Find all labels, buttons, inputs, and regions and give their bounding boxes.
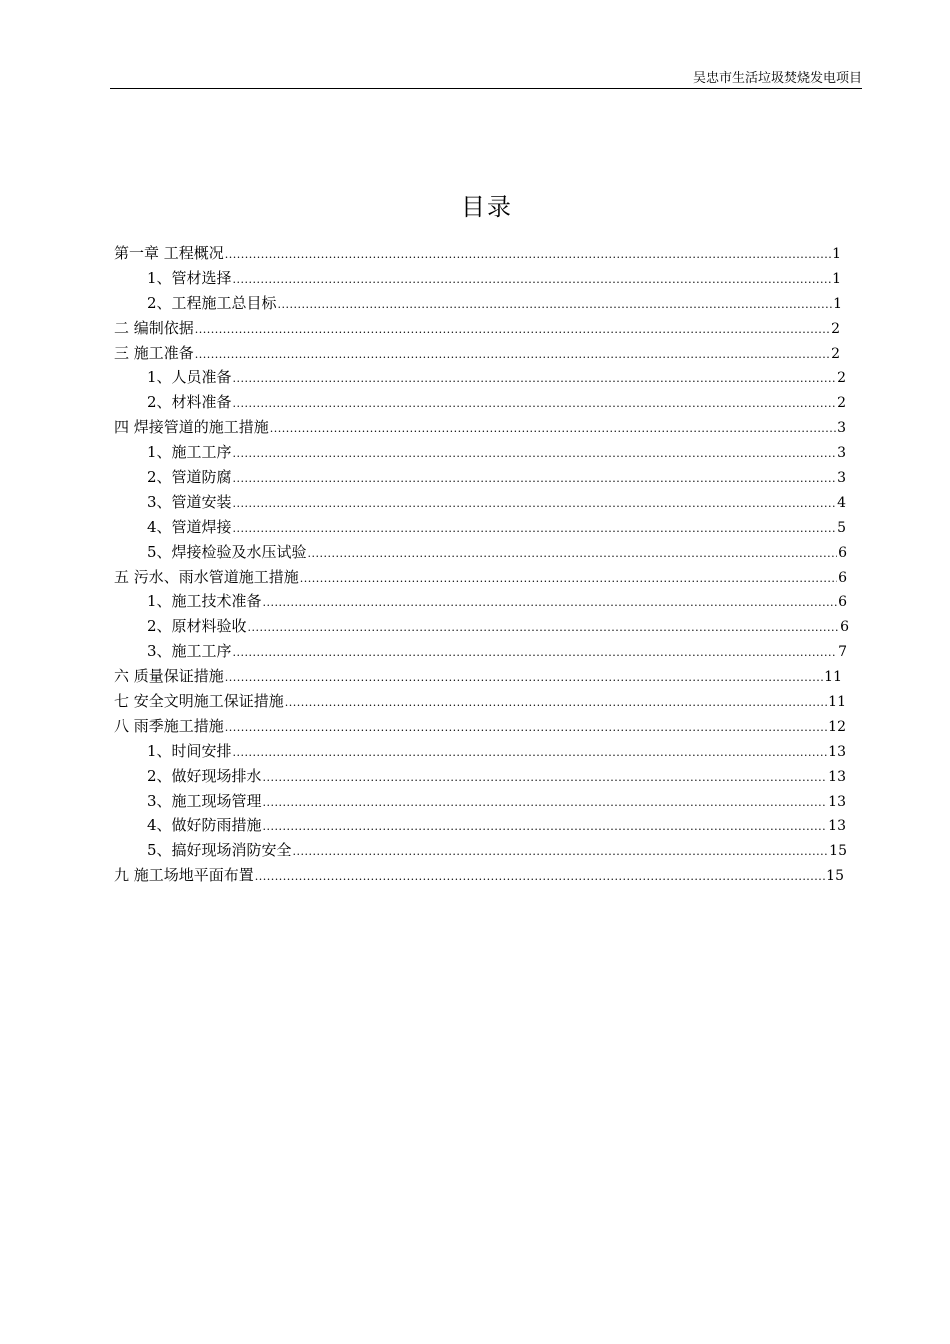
toc-entry-page-number: 13 bbox=[828, 768, 846, 785]
toc-dot-leader bbox=[225, 243, 831, 267]
toc-entry-page-number: 1 bbox=[833, 295, 842, 312]
toc-entry[interactable] bbox=[114, 465, 846, 490]
toc-entry-label: 2、材料准备 bbox=[147, 393, 232, 412]
toc-entry-label: 2、工程施工总目标 bbox=[147, 293, 277, 312]
toc-entry-page-number: 11 bbox=[824, 669, 842, 686]
toc-entry[interactable] bbox=[114, 316, 840, 341]
toc-entry-label: 二 编制依据 bbox=[114, 318, 194, 337]
page-header bbox=[110, 70, 862, 89]
toc-dot-leader bbox=[233, 367, 837, 391]
toc-entry-page-number: 2 bbox=[831, 345, 840, 362]
toc-entry-label: 5、焊接检验及水压试验 bbox=[147, 542, 307, 561]
toc-entry-label: 4、做好防雨措施 bbox=[147, 816, 262, 835]
toc-entry-page-number: 2 bbox=[831, 320, 840, 337]
toc-entry-page-number: 7 bbox=[838, 644, 847, 661]
toc-entry[interactable] bbox=[114, 241, 841, 266]
toc-entry-label: 2、原材料验收 bbox=[147, 617, 247, 636]
toc-entry-page-number: 15 bbox=[826, 868, 844, 885]
toc-dot-leader bbox=[278, 293, 833, 317]
toc-entry-label: 5、搞好现场消防安全 bbox=[147, 841, 292, 860]
toc-entry[interactable] bbox=[114, 863, 844, 888]
toc-entry-label: 三 施工准备 bbox=[114, 343, 194, 362]
toc-entry[interactable] bbox=[114, 838, 847, 863]
toc-entry-page-number: 3 bbox=[837, 470, 846, 487]
toc-dot-leader bbox=[263, 791, 828, 815]
toc-entry-page-number: 1 bbox=[832, 270, 841, 287]
toc-dot-leader bbox=[225, 666, 823, 690]
toc-entry-label: 2、做好现场排水 bbox=[147, 766, 262, 785]
toc-entry-page-number: 3 bbox=[837, 420, 846, 437]
toc-entry[interactable] bbox=[114, 664, 842, 689]
toc-dot-leader bbox=[263, 815, 828, 839]
toc-dot-leader bbox=[270, 417, 836, 441]
toc-entry-label: 七 安全文明施工保证措施 bbox=[114, 692, 284, 711]
toc-entry-page-number: 6 bbox=[840, 619, 849, 636]
toc-entry[interactable] bbox=[114, 540, 847, 565]
toc-entry-page-number: 13 bbox=[828, 793, 846, 810]
toc-entry[interactable] bbox=[114, 764, 846, 789]
toc-entry[interactable] bbox=[114, 739, 846, 764]
toc-entry-page-number: 13 bbox=[828, 743, 846, 760]
toc-entry-page-number: 3 bbox=[837, 445, 846, 462]
toc-entry[interactable] bbox=[114, 614, 849, 639]
toc-dot-leader bbox=[248, 616, 840, 640]
toc-entry[interactable] bbox=[114, 789, 846, 814]
toc-entry-page-number: 6 bbox=[838, 569, 847, 586]
toc-dot-leader bbox=[285, 691, 827, 715]
toc-entry-page-number: 6 bbox=[838, 594, 847, 611]
toc-entry-label: 1、时间安排 bbox=[147, 741, 232, 760]
page-title: 目录 bbox=[461, 193, 513, 221]
toc-entry[interactable] bbox=[114, 291, 842, 316]
toc-entry-label: 3、施工现场管理 bbox=[147, 791, 262, 810]
toc-entry-label: 八 雨季施工措施 bbox=[114, 716, 224, 735]
toc-entry[interactable] bbox=[114, 490, 846, 515]
toc-entry-page-number: 11 bbox=[828, 694, 846, 711]
toc-entry[interactable] bbox=[114, 639, 847, 664]
toc-dot-leader bbox=[255, 865, 825, 889]
toc-entry-page-number: 2 bbox=[837, 395, 846, 412]
toc-dot-leader bbox=[233, 741, 828, 765]
toc-entry[interactable] bbox=[114, 415, 846, 440]
toc-entry[interactable] bbox=[114, 341, 840, 366]
toc-entry[interactable] bbox=[114, 689, 846, 714]
toc-entry-page-number: 6 bbox=[838, 544, 847, 561]
toc-entry[interactable] bbox=[114, 390, 846, 415]
toc-entry-label: 第一章 工程概况 bbox=[114, 244, 224, 262]
toc-dot-leader bbox=[195, 343, 830, 367]
toc-entry-page-number: 2 bbox=[837, 370, 846, 387]
toc-dot-leader bbox=[233, 467, 837, 491]
toc-entry[interactable] bbox=[114, 515, 846, 540]
toc-dot-leader bbox=[233, 268, 832, 292]
toc-entry[interactable] bbox=[114, 714, 846, 739]
toc-entry-label: 1、施工技术准备 bbox=[147, 592, 262, 611]
toc-dot-leader bbox=[225, 716, 827, 740]
toc-dot-leader bbox=[263, 591, 838, 615]
toc-entry-label: 五 污水、雨水管道施工措施 bbox=[114, 567, 299, 586]
toc-entry-label: 九 施工场地平面布置 bbox=[114, 866, 254, 885]
toc-entry[interactable] bbox=[114, 440, 846, 465]
toc-entry-page-number: 12 bbox=[828, 718, 846, 735]
toc-entry-page-number: 4 bbox=[837, 494, 846, 511]
toc-entry-label: 1、人员准备 bbox=[147, 368, 232, 387]
toc-dot-leader bbox=[308, 542, 838, 566]
toc-dot-leader bbox=[293, 840, 829, 864]
toc-entry-label: 2、管道防腐 bbox=[147, 468, 232, 487]
toc-entry-label: 四 焊接管道的施工措施 bbox=[114, 418, 269, 437]
table-of-contents bbox=[114, 241, 854, 888]
toc-entry[interactable] bbox=[114, 589, 847, 614]
toc-entry[interactable] bbox=[114, 813, 846, 838]
toc-dot-leader bbox=[233, 517, 837, 541]
toc-entry-label: 1、管材选择 bbox=[147, 268, 232, 287]
toc-entry-label: 1、施工工序 bbox=[147, 443, 232, 462]
toc-dot-leader bbox=[233, 641, 838, 665]
toc-dot-leader bbox=[233, 442, 837, 466]
toc-dot-leader bbox=[300, 567, 837, 591]
toc-entry-label: 3、施工工序 bbox=[147, 642, 232, 661]
toc-entry-label: 4、管道焊接 bbox=[147, 517, 232, 536]
toc-entry[interactable] bbox=[114, 266, 841, 291]
toc-entry[interactable] bbox=[114, 365, 846, 390]
toc-dot-leader bbox=[233, 392, 837, 416]
toc-entry-page-number: 1 bbox=[832, 246, 841, 262]
header-project-name: 吴忠市生活垃圾焚烧发电项目 bbox=[692, 71, 862, 86]
toc-entry-page-number: 13 bbox=[828, 818, 846, 835]
toc-dot-leader bbox=[263, 766, 828, 790]
toc-entry-label: 3、管道安装 bbox=[147, 492, 232, 511]
toc-dot-leader bbox=[195, 318, 830, 342]
toc-entry-page-number: 15 bbox=[829, 843, 847, 860]
toc-entry[interactable] bbox=[114, 565, 847, 590]
toc-entry-page-number: 5 bbox=[837, 519, 846, 536]
toc-entry-label: 六 质量保证措施 bbox=[114, 667, 224, 686]
toc-dot-leader bbox=[233, 492, 837, 516]
